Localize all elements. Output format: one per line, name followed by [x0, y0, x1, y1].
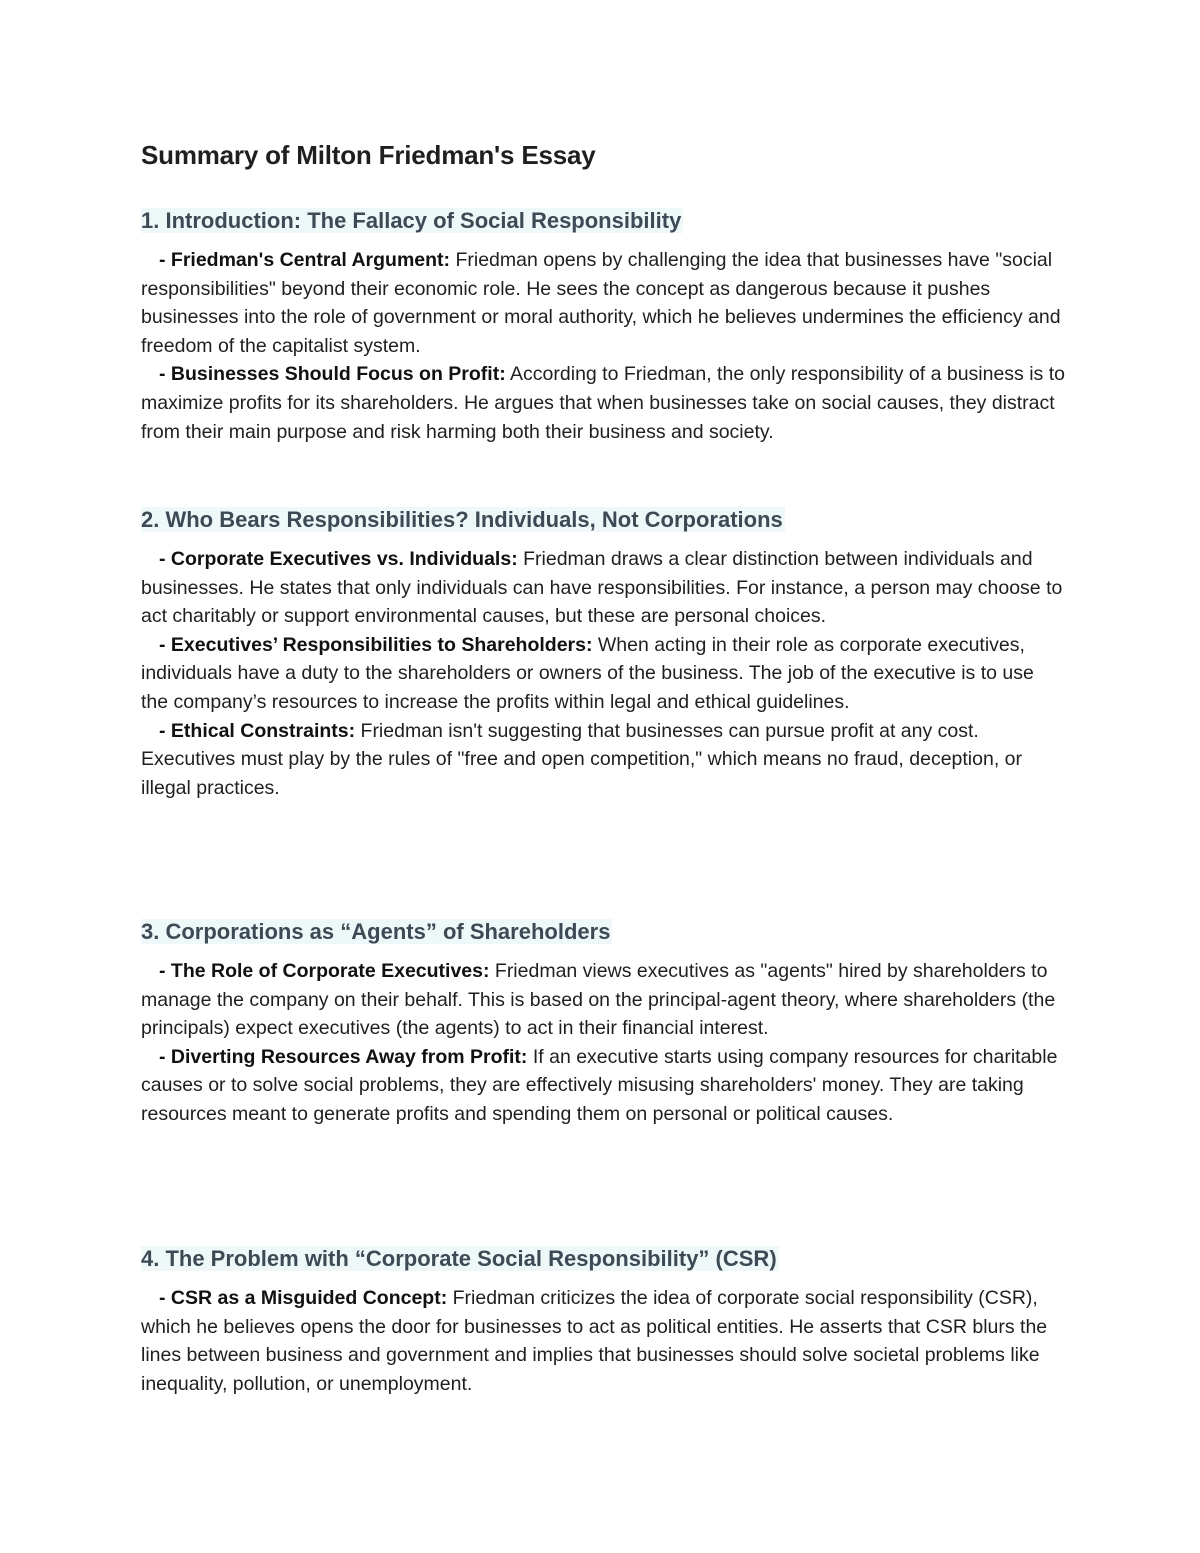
- bullet-text: When acting in their role as corporate executives, individuals have a duty to the shareholders or owners of the business. The job of the executive is to use the company’s resources to increase the profits within legal and ethical guidelines.: [141, 633, 1034, 713]
- bullet-lead: - Businesses Should Focus on Profit:: [159, 363, 506, 386]
- bullet-lead: - Friedman's Central Argument:: [159, 249, 451, 271]
- bullet-text: Friedman isn't suggesting that businesses can pursue profit at any cost. Executives must play by the rules of "free and open competition," which means no fraud, deception, or illegal practices.: [141, 719, 1022, 799]
- bullet-text: If an executive starts using company resources for charitable causes or to solve social problems, they are effectively misusing shareholders' money. They are taking resources meant to generate profits and spending them on personal or political causes.: [141, 1045, 1058, 1125]
- bullet-text: Friedman opens by challenging the idea that businesses have "social responsibilities" beyond their economic role. He sees the concept as dangerous because it pushes businesses into the role of government or moral authority, which he believes undermines the efficiency and freedom of the capitalist system.: [141, 249, 1061, 357]
- bullet-paragraph: [141, 957, 1066, 1043]
- bullet-paragraph: [141, 1043, 1066, 1129]
- bullet-lead: - Ethical Constraints:: [159, 719, 356, 742]
- bullet-paragraph: [141, 1284, 1066, 1398]
- section-corporations-as-agents: [141, 917, 1066, 1129]
- section-csr-problem: [141, 1244, 1066, 1398]
- bullet-paragraph: [141, 631, 1066, 717]
- bullet-text: Friedman draws a clear distinction between individuals and businesses. He states that only individuals can have responsibilities. For instance, a person may choose to act charitably or support environmental causes, but these are personal choices.: [141, 548, 1063, 628]
- section-introduction: [141, 206, 1066, 446]
- section-heading: [141, 1244, 1066, 1274]
- bullet-text: Friedman criticizes the idea of corporate social responsibility (CSR), which he believes opens the door for businesses to act as political entities. He asserts that CSR blurs the lines between business and government and implies that businesses should solve societal problems like inequality, pollution, or unemployment.: [141, 1287, 1048, 1395]
- bullet-lead: - Diverting Resources Away from Profit:: [159, 1045, 528, 1068]
- bullet-lead: - Corporate Executives vs. Individuals:: [159, 548, 518, 570]
- bullet-lead: - CSR as a Misguided Concept:: [159, 1287, 448, 1309]
- bullet-text: According to Friedman, the only responsibility of a business is to maximize profits for its shareholders. He argues that when businesses take on social causes, they distract from their main purpose and risk harming both their business and society.: [141, 363, 1065, 443]
- bullet-paragraph: [141, 545, 1066, 631]
- bullet-text: Friedman views executives as "agents" hired by shareholders to manage the company on their behalf. This is based on the principal-agent theory, where shareholders (the principals) expect executives (the agents) to act in their financial interest.: [141, 960, 1056, 1040]
- section-heading: [141, 505, 1066, 535]
- section-who-bears-responsibilities: [141, 505, 1066, 802]
- section-heading: [141, 206, 1066, 236]
- section-heading-text: 4. The Problem with “Corporate Social Responsibility” (CSR): [141, 1246, 777, 1271]
- bullet-lead: - Executives’ Responsibilities to Shareholders:: [159, 633, 593, 656]
- section-heading-text: 3. Corporations as “Agents” of Shareholders: [141, 919, 611, 944]
- document-title: Summary of Milton Friedman's Essay: [141, 140, 596, 170]
- bullet-lead: - The Role of Corporate Executives:: [159, 960, 490, 982]
- bullet-paragraph: [141, 717, 1066, 803]
- section-heading-text: 1. Introduction: The Fallacy of Social Responsibility: [141, 208, 682, 233]
- section-heading: [141, 917, 1066, 947]
- section-heading-text: 2. Who Bears Responsibilities? Individuals, Not Corporations: [141, 507, 783, 532]
- bullet-paragraph: [141, 360, 1066, 446]
- bullet-paragraph: [141, 246, 1066, 360]
